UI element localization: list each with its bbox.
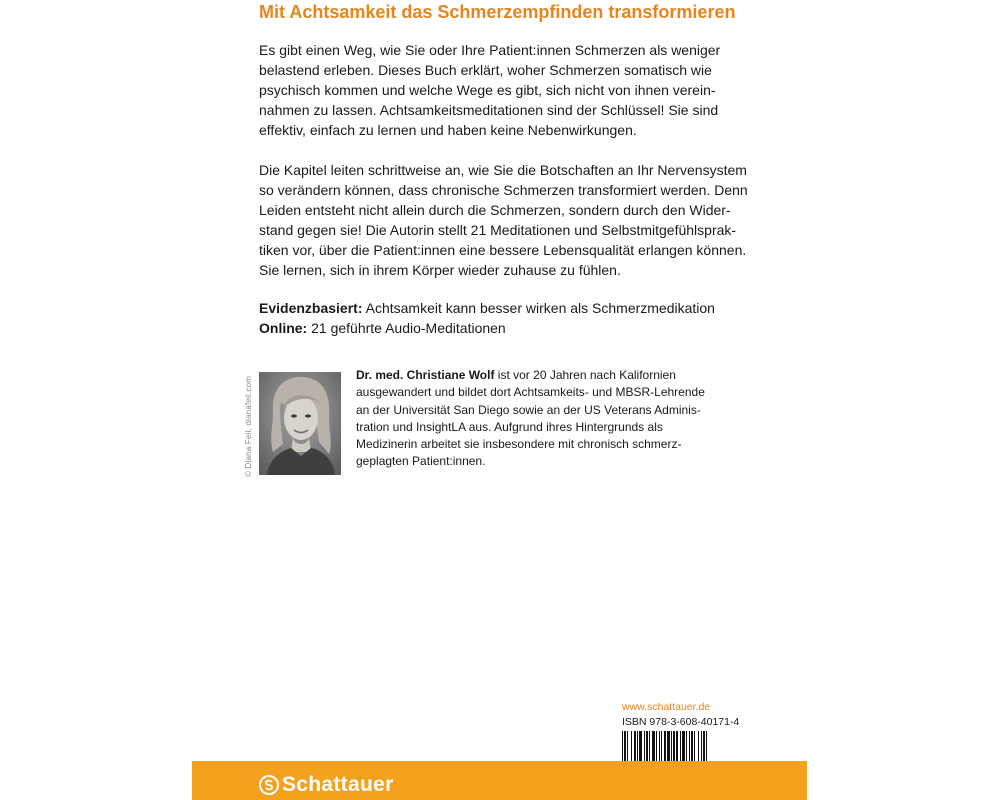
paragraph-line: psychisch kommen und welche Wege es gibt, sich nicht von ihnen verein- bbox=[259, 82, 716, 98]
paragraph-line: Die Kapitel leiten schrittweise an, wie Sie die Botschaften an Ihr Nervensystem bbox=[259, 162, 747, 178]
author-photo bbox=[259, 372, 341, 475]
bio-line: Medizinerin arbeitet sie insbesondere mit chronisch schmerz- bbox=[356, 437, 682, 452]
paragraph-line: Leiden entsteht nicht allein durch die Schmerzen, sondern durch den Wider- bbox=[259, 202, 731, 218]
paragraph-line: so verändern können, dass chronische Schmerzen transformiert werden. Denn bbox=[259, 182, 748, 198]
fact-text: Achtsamkeit kann besser wirken als Schmerzmedikation bbox=[362, 300, 715, 316]
author-bio bbox=[356, 367, 746, 471]
schattauer-logo-icon bbox=[259, 775, 279, 795]
paragraph-line: belastend erleben. Dieses Buch erklärt, woher Schmerzen somatisch wie bbox=[259, 62, 712, 78]
headline: Mit Achtsamkeit das Schmerzempfinden transformieren bbox=[259, 2, 736, 22]
bio-line: tration und InsightLA aus. Aufgrund ihres Hintergrunds als bbox=[356, 419, 663, 434]
author-portrait-image bbox=[259, 372, 341, 475]
bio-line: an der Universität San Diego sowie an der US Veterans Adminis- bbox=[356, 402, 701, 417]
barcode-icon bbox=[622, 731, 740, 763]
photo-credit: © Diana Feil, dianafeil.com bbox=[244, 375, 253, 477]
fact-evidence bbox=[259, 298, 749, 318]
publisher-name: Schattauer bbox=[282, 773, 394, 796]
isbn-number: ISBN 978-3-608-40171-4 bbox=[622, 716, 740, 728]
paragraph-line: Sie lernen, sich in ihrem Körper wieder zuhause zu fühlen. bbox=[259, 262, 621, 278]
fact-label: Online: bbox=[259, 320, 308, 336]
publisher-bar bbox=[192, 761, 807, 800]
publisher-logo bbox=[259, 773, 394, 797]
bio-text: ist vor 20 Jahren nach Kalifornien bbox=[494, 368, 676, 382]
fact-online bbox=[259, 318, 749, 338]
fact-text: 21 geführte Audio-Meditationen bbox=[307, 320, 506, 336]
fact-label: Evidenzbasiert: bbox=[259, 300, 363, 316]
paragraph-line: stand gegen sie! Die Autorin stellt 21 Meditationen und Selbstmitgefühlsprak- bbox=[259, 222, 737, 238]
chapters-paragraph bbox=[259, 160, 749, 280]
author-name: Dr. med. Christiane Wolf bbox=[356, 368, 495, 382]
bio-line: ausgewandert und bildet dort Achtsamkeits- und MBSR-Lehrende bbox=[356, 385, 705, 400]
paragraph-line: tiken vor, über die Patient:innen eine bessere Lebensqualität erlangen können. bbox=[259, 242, 747, 258]
intro-paragraph bbox=[259, 40, 749, 140]
bio-line bbox=[356, 367, 746, 384]
publisher-website[interactable]: www.schattauer.de bbox=[622, 701, 711, 713]
bio-line: geplagten Patient:innen. bbox=[356, 454, 486, 469]
key-facts bbox=[259, 298, 749, 338]
paragraph-line: effektiv, einfach zu lernen und haben keine Nebenwirkungen. bbox=[259, 122, 637, 138]
paragraph-line: nahmen zu lassen. Achtsamkeitsmeditationen sind der Schlüssel! Sie sind bbox=[259, 102, 719, 118]
paragraph-line: Es gibt einen Weg, wie Sie oder Ihre Patient:innen Schmerzen als weniger bbox=[259, 42, 721, 58]
